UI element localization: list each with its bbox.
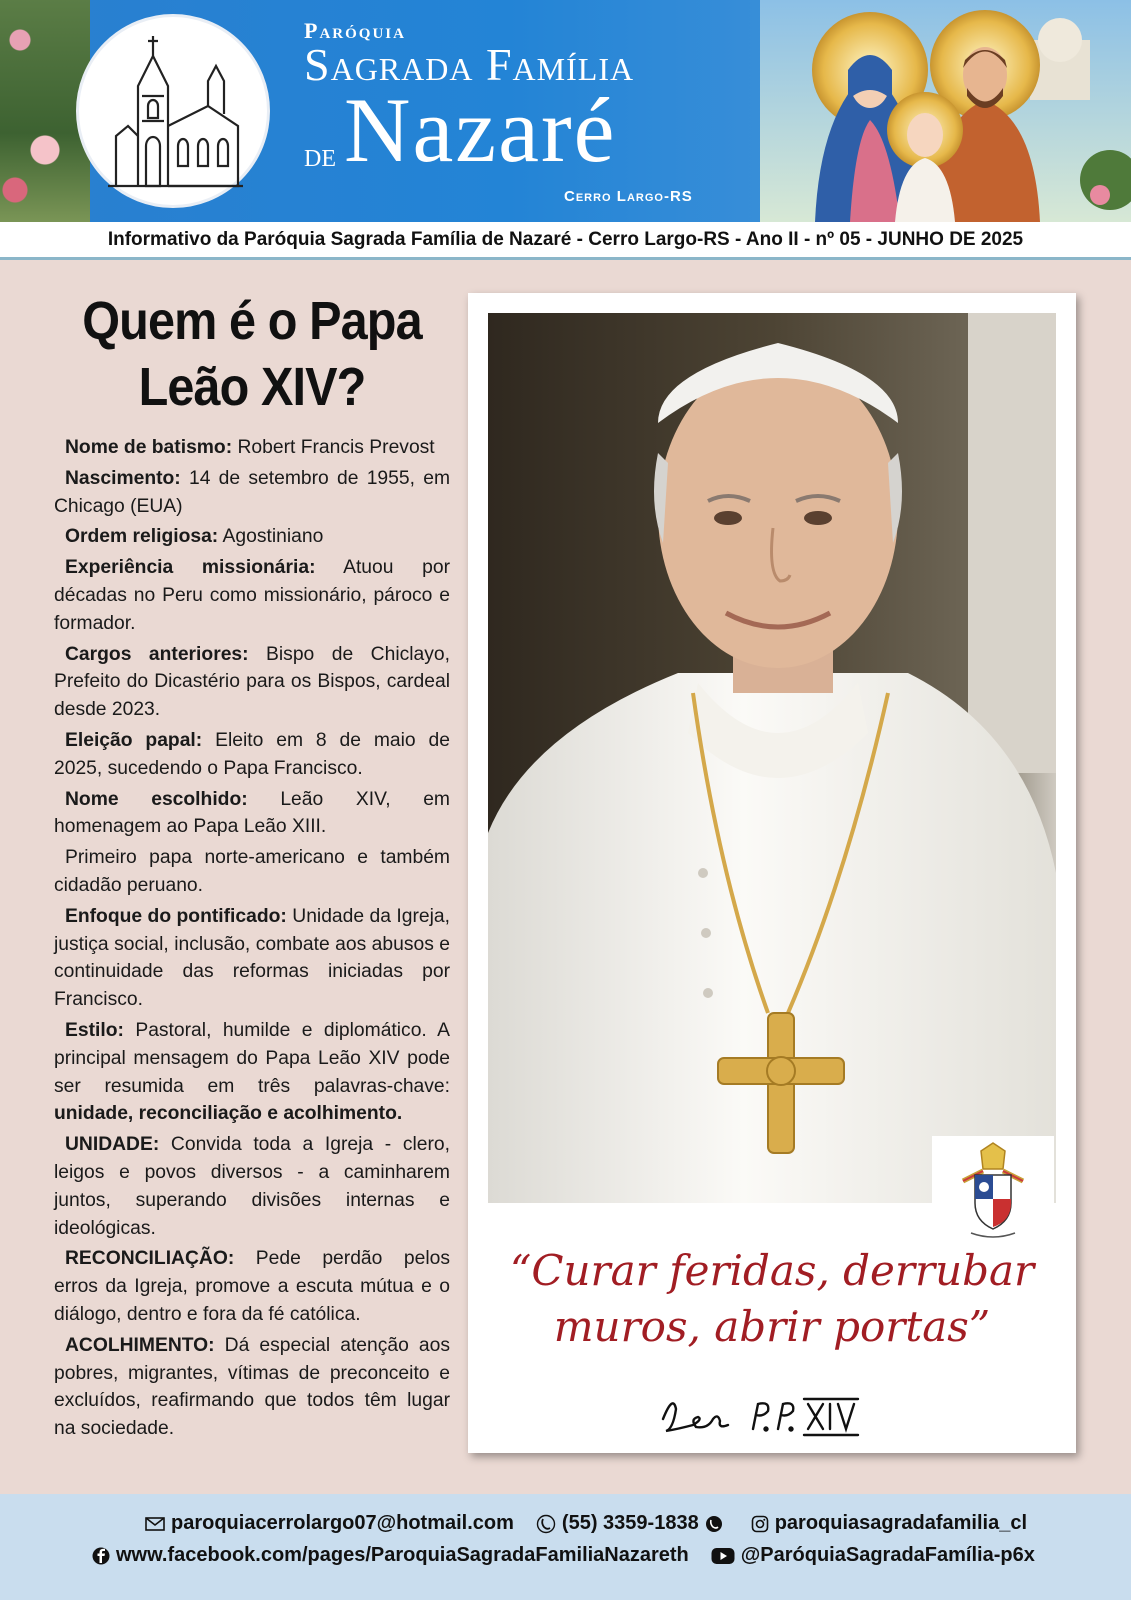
fact-label: Experiência missionária: <box>65 557 316 579</box>
article <box>54 288 450 1446</box>
church-logo-icon <box>76 14 270 208</box>
holy-family-illustration <box>760 0 1131 222</box>
contact-footer <box>0 1494 1131 1600</box>
fact-text: Pede perdão pelos erros da Igreja, promove a escuta mútua e o diálogo, dentro e fora da fé católica. <box>54 1248 450 1325</box>
city-label: Cerro Largo-RS <box>564 188 693 205</box>
facebook-icon <box>92 1547 110 1565</box>
facebook-link[interactable]: www.facebook.com/pages/ParoquiaSagradaFamiliaNazareth <box>116 1544 689 1566</box>
fact-item <box>54 523 450 551</box>
fact-label: Enfoque do pontificado: <box>65 905 287 927</box>
fact-label: Nome escolhido: <box>65 788 248 810</box>
parish-label: Paróquia <box>304 18 406 43</box>
instagram-handle[interactable]: paroquiasagradafamilia_cl <box>774 1512 1028 1534</box>
fact-label: Nome de batismo: <box>65 437 233 458</box>
fact-item <box>54 903 450 1014</box>
instagram-icon <box>751 1515 769 1533</box>
article-headline: Quem é o Papa Leão XIV? <box>82 291 422 417</box>
fact-text: Atuou por décadas no Peru como missionário, pároco e formador. <box>54 557 450 634</box>
pope-photo-card <box>468 293 1076 1453</box>
fact-label: ACOLHIMENTO: <box>65 1334 215 1356</box>
fact-label: Estilo: <box>65 1019 124 1041</box>
fact-label: Nascimento: <box>65 467 181 489</box>
fact-item <box>54 554 450 637</box>
fact-item <box>54 465 450 521</box>
title-nazare: Nazaré <box>344 79 617 181</box>
fact-text: Convida toda a Igreja - clero, leigos e povos diversos - a caminharem juntos, superando divisões internas e ideológicas. <box>54 1134 450 1239</box>
pope-portrait <box>488 313 1056 1203</box>
pope-signature <box>658 1389 888 1439</box>
fact-label: RECONCILIAÇÃO: <box>65 1248 235 1270</box>
title-de: de <box>304 137 336 174</box>
fact-text: Bispo de Chiclayo, Prefeito do Dicastério para os Bispos, cardeal desde 2023. <box>54 643 450 721</box>
phone-icon <box>536 1514 556 1534</box>
fact-list <box>54 434 450 1443</box>
papal-coat-of-arms-icon <box>932 1136 1054 1246</box>
whatsapp-icon <box>705 1515 723 1533</box>
youtube-channel[interactable]: @ParóquiaSagradaFamília-p6x <box>740 1544 1035 1566</box>
fact-label: Eleição papal: <box>65 729 203 751</box>
fact-label: Cargos anteriores: <box>65 643 249 665</box>
fact-item <box>54 1245 450 1328</box>
fact-item <box>54 1131 450 1242</box>
fact-text: Robert Francis Prevost <box>232 437 435 458</box>
fact-label: UNIDADE: <box>65 1134 160 1156</box>
fact-text: 14 de setembro de 1955, em Chicago (EUA) <box>54 467 450 517</box>
fact-item <box>54 434 450 462</box>
fact-text: Agostiniano <box>218 526 324 548</box>
fact-emphasis: unidade, reconciliação e acolhimento. <box>54 1103 403 1125</box>
quote-line-1: “Curar feridas, derrubar <box>509 1246 1035 1295</box>
fact-item <box>54 641 450 724</box>
fact-text: Leão XIV, em homenagem ao Papa Leão XIII. <box>54 788 450 838</box>
fact-item <box>54 1332 450 1443</box>
newsletter-info-bar: Informativo da Paróquia Sagrada Família de Nazaré - Cerro Largo-RS - Ano II - nº 05 - JUNHO DE 2025 <box>0 222 1131 260</box>
fact-item <box>54 844 450 900</box>
fact-label: Ordem religiosa: <box>65 526 219 548</box>
fact-text: Dá especial atenção aos pobres, migrantes, vítimas de preconceito e excluídos, reafirmando que todos têm lugar na sociedade. <box>54 1334 450 1440</box>
fact-item <box>54 786 450 842</box>
phone-number[interactable]: (55) 3359-1838 <box>561 1512 699 1534</box>
youtube-icon <box>711 1547 735 1565</box>
pope-quote <box>468 1243 1076 1355</box>
fact-text: Unidade da Igreja, justiça social, inclusão, combate aos abusos e continuidade das reformas iniciadas por Francisco. <box>54 905 450 1011</box>
fact-text: Eleito em 8 de maio de 2025, sucedendo o Papa Francisco. <box>54 729 450 779</box>
fact-item <box>54 1017 450 1128</box>
title-line1: Sagrada Família <box>304 39 635 90</box>
parish-title <box>304 18 693 205</box>
fact-text: Pastoral, humilde e diplomático. A principal mensagem do Papa Leão XIV pode ser resumida em três palavras-chave: <box>54 1019 450 1097</box>
envelope-icon <box>145 1516 165 1532</box>
masthead <box>0 0 1131 222</box>
email-link[interactable]: paroquiacerrolargo07@hotmail.com <box>171 1512 514 1534</box>
fact-item <box>54 727 450 783</box>
fact-text: Primeiro papa norte-americano e também cidadão peruano. <box>54 847 450 896</box>
quote-line-2: muros, abrir portas” <box>553 1302 991 1351</box>
